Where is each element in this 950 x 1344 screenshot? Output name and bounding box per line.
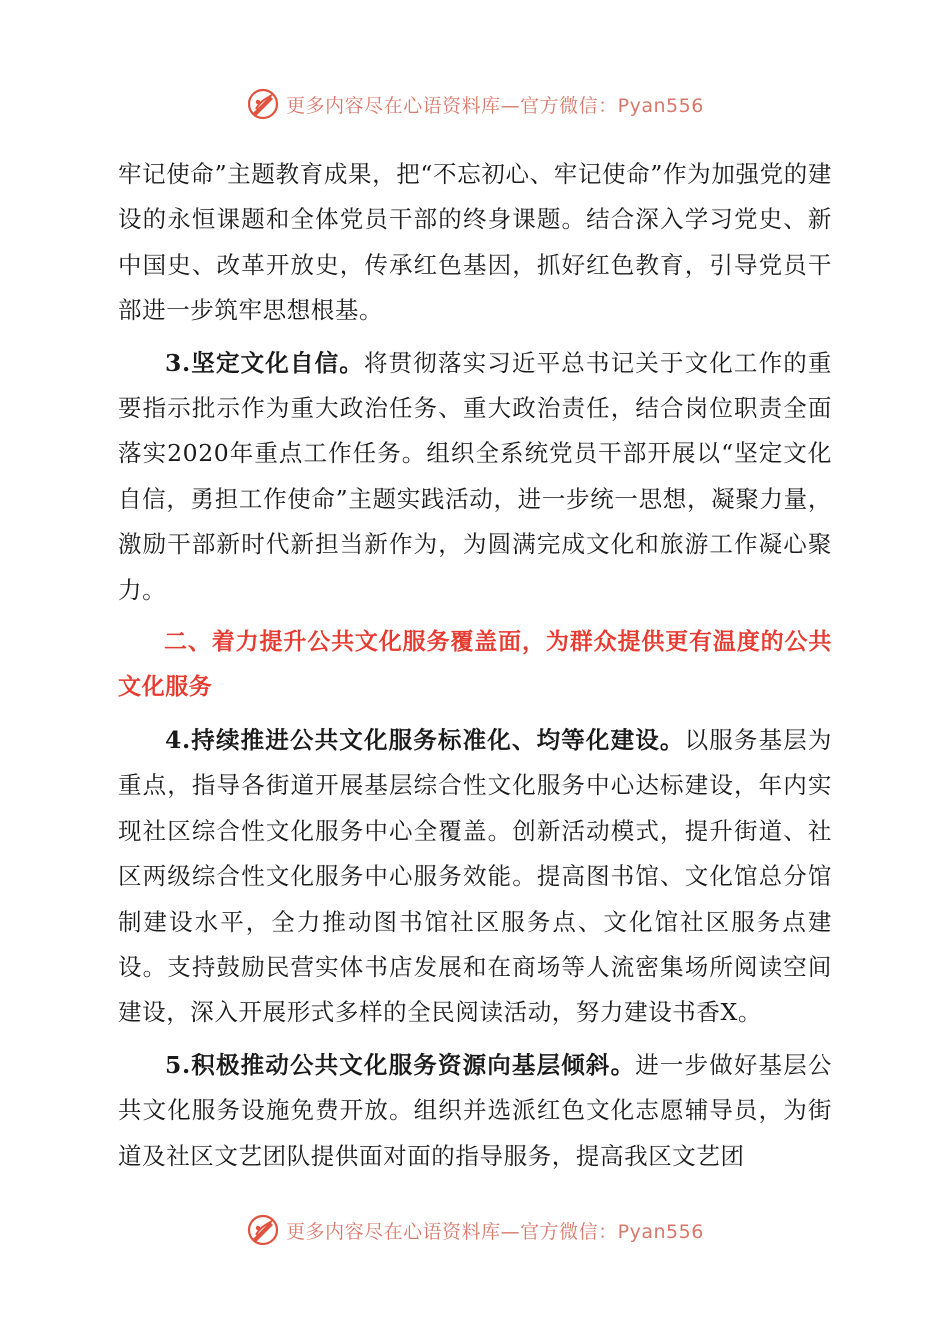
pen-logo-icon — [246, 87, 280, 121]
pen-logo-icon — [246, 1213, 280, 1247]
section-heading-2: 二、着力提升公共文化服务覆盖面，为群众提供更有温度的公共文化服务 — [118, 629, 832, 701]
document-body — [118, 152, 832, 1186]
paragraph-1: 牢记使命”主题教育成果，把“不忘初心、牢记使命”作为加强党的建设的永恒课题和全体党员干部的终身课题。结合深入学习党史、新中国史、改革开放史，传承红色基因，抓好红色教育，引导党员干部进一步筑牢思想根基。 — [118, 160, 832, 325]
paragraph-4-body: 以服务基层为重点，指导各街道开展基层综合性文化服务中心达标建设，年内实现社区综合性文化服务中心全覆盖。创新活动模式，提升街道、社区两级综合性文化服务中心服务效能。提高图书馆、文化馆总分馆制建设水平，全力推动图书馆社区服务点、文化馆社区服务点建设。支持鼓励民营实体书店发展和在商场等人流密集场所阅读空间建设，深入开展形式多样的全民阅读活动，努力建设书香X。 — [118, 725, 832, 1027]
paragraph-4-title: 4.持续推进公共文化服务标准化、均等化建设。 — [165, 725, 685, 754]
paragraph-3-body: 将贯彻落实习近平总书记关于文化工作的重要指示批示作为重大政治任务、重大政治责任，结合岗位职责全面落实2020年重点工作任务。组织全系统党员干部开展以“坚定文化自信，勇担工作使命”主题实践活动，进一步统一思想，凝聚力量，激励干部新时代新担当新作为，为圆满完成文化和旅游工作凝心聚力。 — [118, 348, 832, 604]
paragraph-5-body: 进一步做好基层公共文化服务设施免费开放。组织并选派红色文化志愿辅导员，为街道及社区文艺团队提供面对面的指导服务，提高我区文艺团 — [118, 1050, 832, 1170]
paragraph-3-title: 3.坚定文化自信。 — [165, 348, 364, 377]
paragraph-5 — [118, 1043, 832, 1179]
footer-banner-text: 更多内容尽在心语资料库—官方微信：Pyan556 — [286, 1220, 704, 1243]
paragraph-4 — [118, 718, 832, 1036]
header-banner-text: 更多内容尽在心语资料库—官方微信：Pyan556 — [286, 94, 704, 117]
paragraph-5-title: 5.积极推动公共文化服务资源向基层倾斜。 — [165, 1050, 636, 1079]
footer-banner — [0, 1210, 950, 1250]
paragraph-3 — [118, 341, 832, 613]
header-banner — [0, 84, 950, 124]
